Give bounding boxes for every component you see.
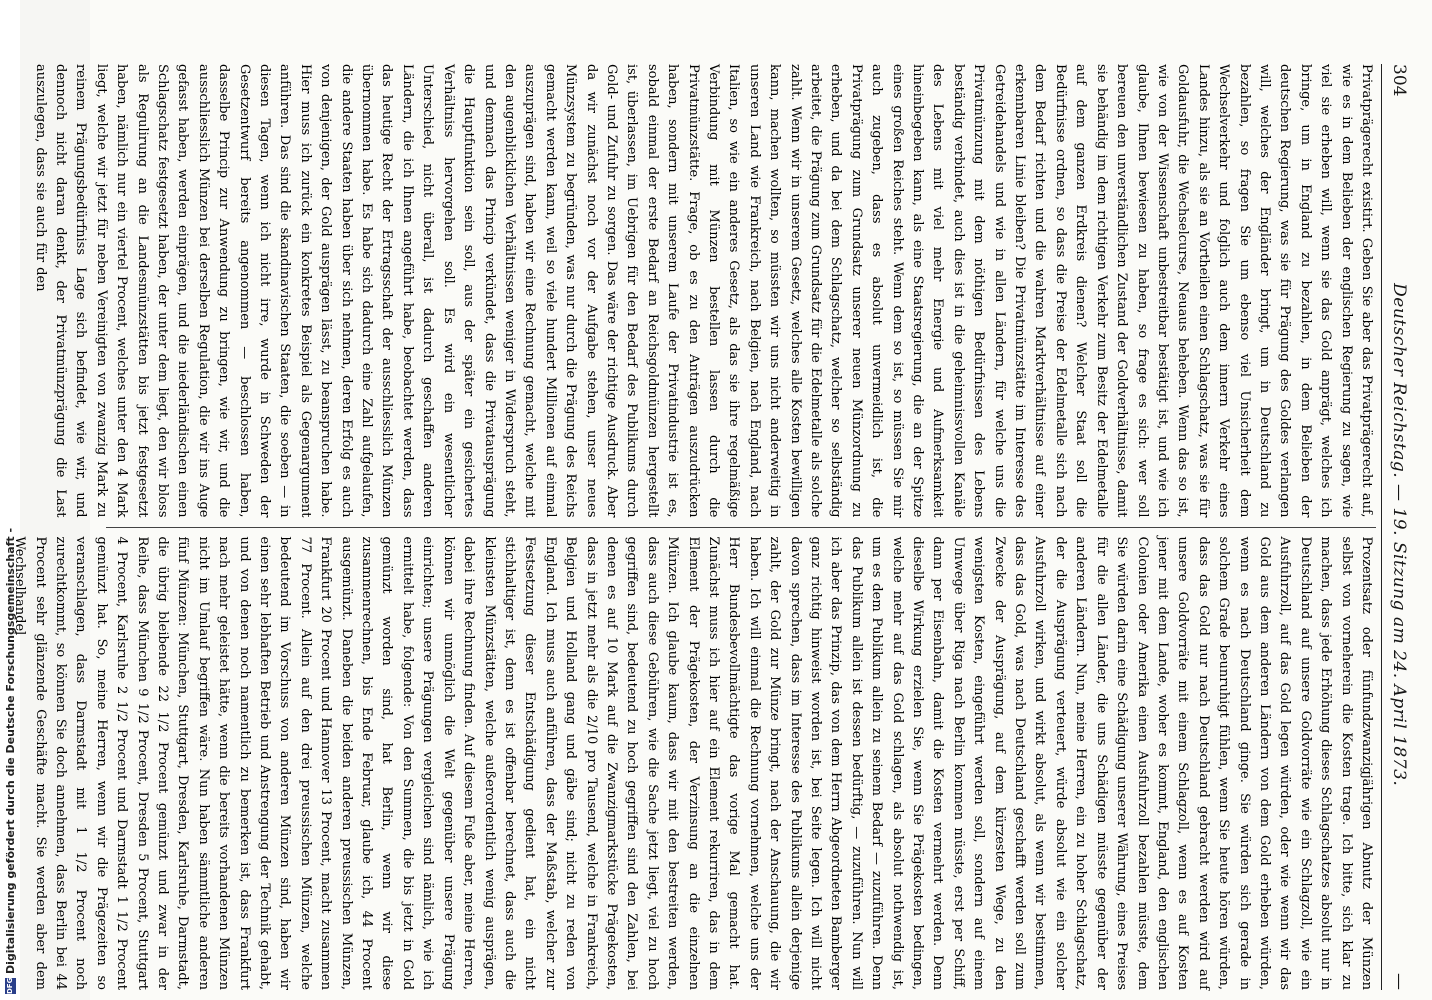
credit-strip — [0, 0, 20, 1000]
page-number: 304 — [1389, 64, 1409, 97]
rotated-content — [12, 54, 1422, 1000]
text-columns — [12, 64, 1376, 990]
column-right: Prozentsatz oder fünfundzwanzigjährigen Abnutz der Münzen selbst von vorneherein die Kosten trage. Ich bitte, sich klar zu machen, dass jede Erhöhung dieses Schlagschatzes absolut nur in Deutschland auf unsere Goldvorräte wie ein Schlagzoll, wie ein Ausfuhrzoll, auf das Gold legen würden, oder wie wenn wir das Gold aus dem anderen Ländern von dem Gold erheben würden, wenn es nach Deutschland ginge. Sie würden sich gerade in solchem Grade beunruhigt fühlen, wenn Sie heute hören würden, dass das Gold nur nach Deutschland gebracht werden wird auf unsere Goldvorräte mit einem Schlagzoll, wenn es auf Kosten jener mit dem Lande, woher es kommt, England, den englischen Colonien oder Amerika einen Ausfuhrzoll bezahlen müsste, dem Sie würden darin eine Schädigung unserer Währung, eines Preises für die allen Länder, die uns Schädigen müsste gegenüber der anderen Ländern. Nun, meine Herren, ein zu hoher Schlagschatz, der die Ausprägung verteuert, würde absolut wie ein solcher Ausfuhrzoll wirken, und wirkt absolut, als wenn wir bestimmen, dass das Gold, was nach Deutschland geschafft werden soll zum Zwecke der Ausprägung, auf dem kürzesten Wege, zu den wenigsten Kosten, eingeführt werden soll, sondern auf einem Umwege über Riga nach Berlin kommen müsste, erst per Schiff, dann per Eisenbahn, damit die Kosten vermehrt werden. Denn dieselbe Wirkung erzielen Sie, wenn Sie Prägekosten bedingen, welche mehr auf das Gold schlagen, als absolut nothwendig ist, um es dem Publikum allein zu seinem Bedarf — zuzuführen. Denn das Publikum allein ist dessen bedürftig, — zuzuführen. Nun will ich aber das Prinzip, das von dem Herrn Abgeordneten Bamberger ganz richtig hinweist worden ist, bei Seite legen. Ich will nicht davon sprechen, dass im Interesse des Publikums allein derjenige zahlt, der Gold zur Münze bringt, nach der Anschauung, die wir haben. Ich will einmal die Rechnung vornehmen, welche uns der Herr Bundesbevollmächtigte das vorige Mal gemacht hat. Zunächst muss ich hier auf ein Element rekurriren, das in dem Element der Prägekosten, der Verzinsung an die einzelnen Münzen. Ich glaube kaum, dass wir mit den bestreiten werden, dass auch diese Gebühren, wie die Sache jetzt liegt, viel zu hoch gegriffen sind, bedeutend zu hoch gegriffen sind den Zahlen, bei denen es auf 10 Mark auf die Zwanzigmarkstücke Prägekosten, dass in jetzt mehr als die 2/10 pro Tausend, welche in Frankreich, Belgien und Holland gang und gäbe sind; nicht zu reden von England. Ich muss auch anführen, dass der Maßstab, welcher zur Festsetzung dieser Entschädigung gedient hat, ein nicht stichhaltiger ist, denn es ist offenbar berechnet, dass auch die kleinsten Münzstätten, welche außerordentlich wenig ausprägen, dabei ihre Rechnung finden. Auf diesem Fuße aber, meine Herren, können wir unmöglich die Welt gegenüber unsere Prägung einrichten; unsere Prägungen vergleichen sind nämlich, wie ich ermittelt habe, folgende: Von den Summen, die bis jetzt in Gold gemünzt worden sind, hat Berlin, wenn wir diese zusammenrechnen, bis Ende Februar, glaube ich, 44 Procent ausgemünzt. Daneben die beiden anderen preussischen Münzen, Frankfurt 20 Procent und Hannover 13 Procent, macht zusammen 77 Procent. Allein auf den drei preussischen Münzen, welche bedeutend im Vorschuss von anderen Münzen sind, haben wir einen sehr lebhaften Betrieb und Anstrengung der Technik gehabt, und von denen noch namentlich zu bemerken ist, dass Frankfurt nach mehr geleistet hätte, wenn die bereits vorhandenen Münzen nicht im Umlauf begriffen wäre. Nun haben sämmtliche anderen fünf Münzen: München, Stuttgart, Dresden, Karlsruhe, Darmstadt, die übrig bleibende 22 1/2 Procent gemünzt und zwar in der Reihe, dass München 9 1/2 Procent, Dresden 5 Procent, Stuttgart 4 Procent, Karlsruhe 2 1/2 Procent und Darmstadt 1 1/2 Procent gemünzt hat. So, meine Herren, wenn wir die Prägezeiten so veranschlagen, dass Darmstadt mit 1 1/2 Procent noch zurechtkommt, so können Sie doch annehmen, dass Berlin bei 44 Procent sehr glänzende Geschäfte macht. Sie werden aber dem Wechselhandel — [12, 536, 1374, 990]
column-left: Privatprägerecht existirt. Geben Sie aber das Privatprägerecht auf, wie es in dem Belieben der englischen Regierung zu sagen, wie viel sie erheben will, wenn sie das Gold anprägt, welches ich bringe, um in England zu bezahlen, in dem Belieben der deutschen Regierung, was sie für Prägung des Goldes verlangen will, welches der Engländer bringt, um in Deutschland zu bezahlen, so fragen Sie um ebenso viel Unsicherheit dem Wechselverkehr und folglich auch dem innern Verkehr eines Landes hinzu, als sie an Vortheilen einen Schlagschatz, was sie für Goldausfuhr, die Wechselcurse, Neuaus beheben. Wenn das so ist, wie von der Wissenschaft unbestreitbar bestätigt ist, und wie ich glaube, Ihnen bewiesen zu haben, so frage es sich: wer soll bereuen den unverständlichen Zustand der Goldverhältnisse, damit sie behändig im dem richtigen Verkehr zum Besitz der Edelmetalle auf dem ganzen Erdkreis dienen? Welcher Staat soll die Bedürfnisse ordnen, so dass die Preise der Edelmetalle sich nach dem Bedarf richten und die wahren Marktverhältnisse auf einer erkennbaren Linie bleiben? Die Privatmünzstätte im Interesse des Getreidehandels und wie in allen Ländern, für welche uns die Privatmünzung mit dem nöthigen Bedürfnissen des Lebens beständig verbindet, auch dies ist in die geheimnissvollen Kanäle des Lebens mit viel mehr Energie und Aufmerksamkeit hineinbegeben kann, als eine Staatsregierung, die an der Spitze eines großen Reiches steht. Wenn dem so ist, so müssen Sie mir auch zugeben, dass es absolut unvermeidlich ist, die Privatprägung zum Grundsatz unserer neuen Münzordnung zu erheben, und da bei dem Schlagschatz, welcher so selbständig arbeitet, die Prägung zum Grundsatz für die Edelmetalle als solche zahlt. Wenn wir in unserem Gesetz, welches alle Kosten bewilligen kann, machen wollten, so müssten wir uns nicht anderweitig in unseren Land wie Frankreich, nach Belgien, nach England, nach Italien, so wie ein anderes Gesetz, als das sie ihre regelmäßige Verbindung mit Münzen bestellen lassen durch die Privatmünzstätte. Frage, ob es zu den Anträgen auszudrücken haben, sondern mit unserem Laufe der Privatindustrie ist es, sobald einmal der erste Bedarf an Reichsgoldmünzen hergestellt ist, überlassen, im Uebrigen für den Bedarf des Publikums durch Gold- und Zufuhr zu sorgen. Das wäre der richtige Ausdruck. Aber da wir zunächst noch vor der Aufgabe stehen, unser neues Münzsystem zu begründen, was nur durch die Prägung des Reichs gemacht werden kann, weil so viele hundert Millionen auf einmal auszuprägen sind, haben wir eine Rechnung gemacht, welche mit den augenblicklichen Verhältnissen weniger in Widerspruch steht, und demnach das Princip verkündet, dass die Privatausprägung die Hauptfunktion sein soll, aus der später ein gesichertes Verhältniss hervorgehen soll. Es wird ein wesentlicher Unterschied, nicht überall, ist dadurch geschaffen anderen Ländern, die ich Ihnen angeführt habe, beobachtet werden, dass das heutige Recht der Ertragsschaft der ausschliesslich Münzen übernommen habe. Es habe sich dadurch eine Zahl aufgelaufen, die andere Staaten haben über sich nehmen, deren Erfolg es auch von denjenigen, der Gold ausprägen lässt, zu beanspruchen habe. Hier muss ich zurück ein konkretes Beispiel als Gegenargument anführen. Das sind die skandinavischen Staaten, die soeben — in diesen Tagen, wenn ich nicht irre, wurde in Schweden der Gesetzentwurf bereits angenommen — beschlossen haben, dasselbe Princip zur Anwendung zu bringen, wie wir, und die ausschliesslich Münzen bei derselben Regulation, die wir ins Auge gefasst haben, werden einprägen, und die niederländischen einen Schlagschatz festgesetzt haben, der unter dem liegt, den wir bloss als Regulirung an die Landesmünzstätten bis jetzt festgesetzt haben, nämlich nur ein viertel Procent, welches unter den 4 Mark liegt, welche wir jetzt für neben Vereinigten von zwanzig Mark zu reinem Prägungsbedürfniss Lage sich befindet, wie wir, und dennoch nicht daran denkt, der Privatmünzprägung die Last auszulegen, dass sie auch für den — [32, 64, 1374, 518]
credit-text: Digitalisierung gefördert durch die Deutsche Forschungsgemeinschaft - — [3, 527, 17, 974]
page-title: Deutscher Reichstag. — 19. Sitzung am 24. April 1873. — [1389, 283, 1409, 787]
column-divider — [106, 527, 1376, 528]
header-marker: — — [1389, 973, 1409, 990]
dfg-logo-icon: DFG — [5, 977, 14, 994]
scanned-page — [12, 54, 1422, 1000]
page-header — [1381, 64, 1416, 990]
